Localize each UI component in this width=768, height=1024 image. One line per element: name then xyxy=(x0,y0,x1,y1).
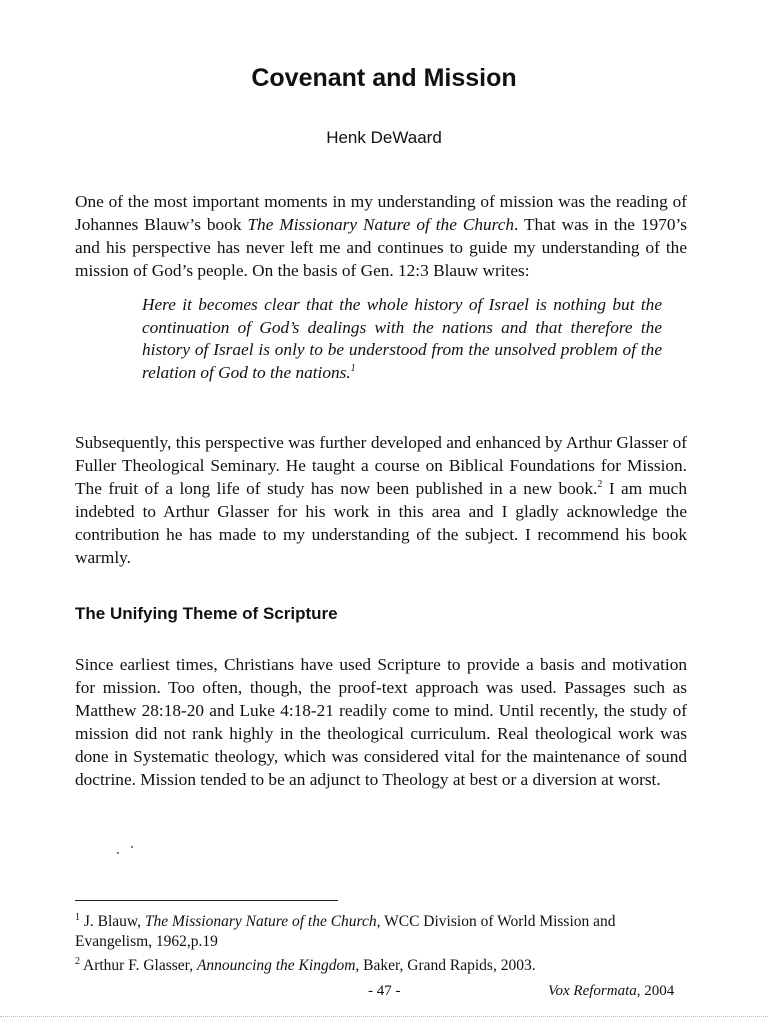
footnote-2-number: 2 xyxy=(75,955,80,967)
paragraph-scripture: Since earliest times, Christians have used Scripture to provide a basis and motivation for mission. Too often, though, the proof-text approach was used. Passages such as Matthew 28:18-20 and Luke 4:18-21 readily come to mind. Until recently, the study of mission did not rank highly in the theological curriculum. Real theological work was done in Systematic theology, which was considered vital for the maintenance of sound doctrine. Mission tended to be an adjunct to Theology at best or a diversion at worst. xyxy=(75,655,687,789)
footnote-2-title: Announcing the Kingdom xyxy=(196,957,356,974)
journal-citation xyxy=(548,983,674,1000)
paragraph-intro-text-b: . That was in the 1970’s and his perspective has never left me and continues to guide my understanding of the mission of God’s people. On the basis of Gen. 12:3 Blauw writes: xyxy=(75,215,687,280)
book-title: The Missionary Nature of the Church xyxy=(247,215,515,234)
paragraph-glasser xyxy=(75,431,687,569)
section-heading: The Unifying Theme of Scripture xyxy=(75,604,338,623)
document-title: Covenant and Mission xyxy=(251,64,517,92)
paragraph-glasser-text-b: I am much indebted to Arthur Glasser for his work in this area and I gladly acknowledge the contribution he has made to my understanding of the subject. I recommend his book warmly. xyxy=(75,479,687,567)
block-quote-text: Here it becomes clear that the whole history of Israel is nothing but the continuation of God’s dealings with the nations and that therefore the history of Israel is only to be understood from the unsolved problem of the relation of God to the nations. xyxy=(142,295,662,382)
footnote-1-text-b: , WCC Division of World Mission and Evangelism, 1962,p.19 xyxy=(75,913,616,950)
footnote-ref-2: 2 xyxy=(597,479,603,491)
footnote-ref-1: 1 xyxy=(350,362,356,374)
paragraph-intro xyxy=(75,190,687,282)
block-quote xyxy=(142,294,662,384)
footnote-1-number: 1 xyxy=(75,911,80,923)
paragraph-glasser-text-a: Subsequently, this perspective was further developed and enhanced by Arthur Glasser of Fuller Theological Seminary. He taught a course on Biblical Foundations for Mission. The fruit of a long life of study has now been published in a new book. xyxy=(75,433,687,498)
footnote-2-text-b: , Baker, Grand Rapids, 2003. xyxy=(355,957,536,974)
footnote-2 xyxy=(75,956,695,976)
footnote-2-text-a: Arthur F. Glasser, xyxy=(80,957,197,974)
paragraph-intro-text-a: One of the most important moments in my understanding of mission was the reading of Johannes Blauw’s book xyxy=(75,192,687,234)
page-number: - 47 - xyxy=(368,983,401,999)
author-name: Henk DeWaard xyxy=(326,128,442,147)
scan-specks xyxy=(115,842,145,862)
footnote-1-title: The Missionary Nature of the Church xyxy=(144,913,377,930)
footnote-divider xyxy=(75,900,338,901)
journal-year: , 2004 xyxy=(636,983,675,999)
footnote-1-text-a: J. Blauw, xyxy=(80,913,145,930)
footnote-1 xyxy=(75,912,695,952)
page-bottom-edge xyxy=(0,1016,768,1017)
journal-name: Vox Reformata xyxy=(548,983,637,999)
